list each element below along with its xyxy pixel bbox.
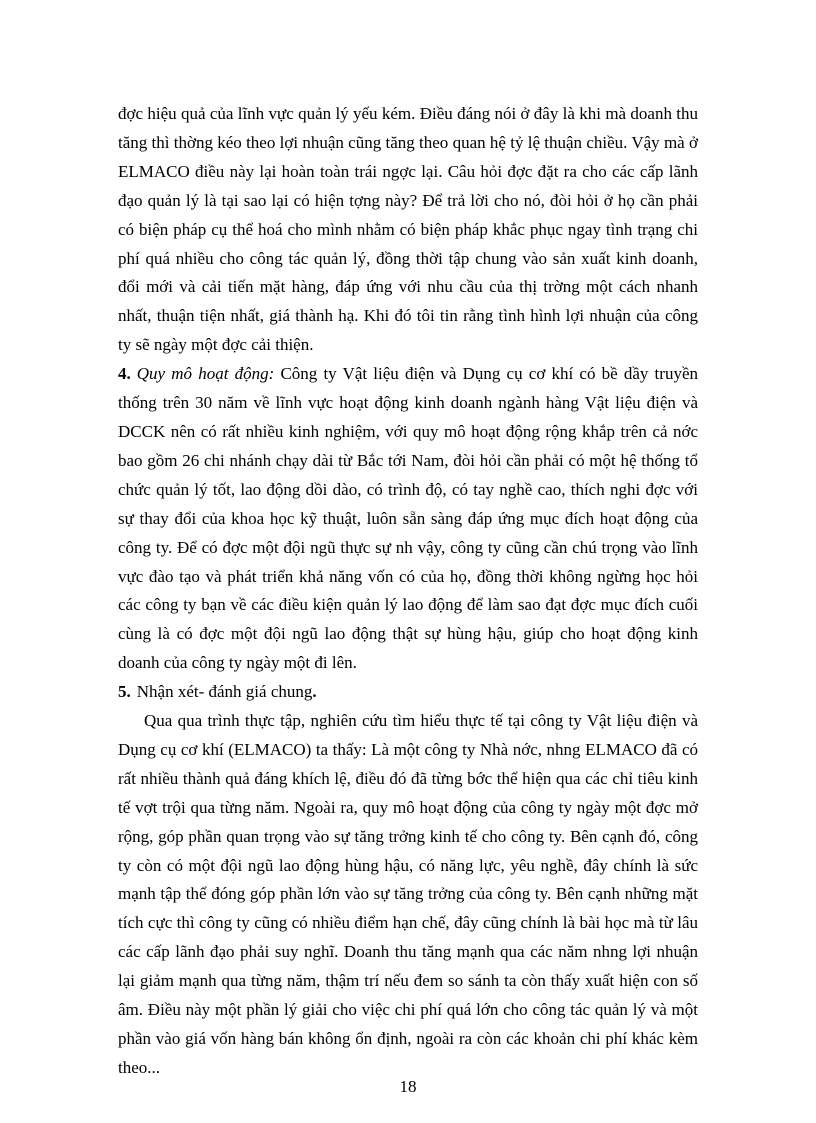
section-5-heading: Nhận xét- đánh giá chung. <box>136 682 317 702</box>
section-4-heading: Quy mô hoạt động: <box>136 364 275 384</box>
page-number: 18 <box>399 1077 417 1096</box>
section-4-number: 4. <box>118 364 131 384</box>
section-5 <box>118 678 698 707</box>
page-body <box>118 100 698 1083</box>
section-5-heading-period: . <box>312 682 317 702</box>
section-5-number: 5. <box>118 682 131 702</box>
section-4-text: Công ty Vật liệu điện và Dụng cụ cơ khí có bề dầy truyền thống trên 30 năm về lĩnh vực hoạt động kinh doanh ngành hàng Vật liệu điện và DCCK nên có rất nhiều kinh nghiệm, với quy mô hoạt động rộng khắp trên cả nớc bao gồm 26 chi nhánh chạy dài từ Bắc tới Nam, đòi hỏi cần phải có một hệ thống tổ chức quản lý tốt, lao động dồi dào, có trình độ, có tay nghề cao, thích nghi đợc với sự thay đổi của khoa học kỹ thuật, luôn sẵn sàng đáp ứng mục đích hoạt động của công ty. Để có đợc một đội ngũ thực sự nh vậy, công ty cũng cần chú trọng vào lĩnh vực đào tạo và phát triển khả năng vốn có của họ, đồng thời không ngừng học hỏi các công ty bạn về các điều kiện quản lý lao động để làm sao đạt đợc mục đích cuối cùng là có đợc một đội ngũ lao động thật sự hùng hậu, giúp cho hoạt động kinh doanh của công ty ngày một đi lên. <box>118 364 698 673</box>
section-5-paragraph: Qua qua trình thực tập, nghiên cứu tìm hiểu thực tế tại công ty Vật liệu điện và Dụng cụ cơ khí (ELMACO) ta thấy: Là một công ty Nhà nớc, nhng ELMACO đã có rất nhiều thành quả đáng khích lệ, điều đó đã từng bớc thể hiện qua các chỉ tiêu kinh tế vợt trội qua từng năm. Ngoài ra, quy mô hoạt động của công ty ngày một đợc mở rộng, góp phần quan trọng vào sự tăng trởng kinh tế cho công ty. Bên cạnh đó, công ty còn có một đội ngũ lao động hùng hậu, có năng lực, yêu nghề, đây chính là sức mạnh tập thể đóng góp phần lớn vào sự tăng trởng của công ty. Bên cạnh những mặt tích cực thì công ty cũng có nhiều điểm hạn chế, đây cũng chính là bài học mà từ lâu các cấp lãnh đạo phải suy nghĩ. Doanh thu tăng mạnh qua các năm nhng lợi nhuận lại giảm mạnh qua từng năm, thậm trí nếu đem so sánh ta còn thấy xuất hiện con số âm. Điều này một phần lý giải cho việc chi phí quá lớn cho công tác quản lý và một phần vào giá vốn hàng bán không ổn định, ngoài ra còn các khoản chi phí khác kèm theo... <box>118 711 698 1077</box>
paragraph-continued: đợc hiệu quả của lĩnh vực quản lý yếu kém. Điều đáng nói ở đây là khi mà doanh thu tăng thì thờng kéo theo lợi nhuận cũng tăng theo quan hệ tỷ lệ thuận chiều. Vậy mà ở ELMACO điều này lại hoàn toàn trái ngợc lại. Câu hỏi đợc đặt ra cho các cấp lãnh đạo quản lý là tại sao lại có hiện tợng này? Để trả lời cho nó, đòi hỏi ở họ cần phải có biện pháp cụ thể hoá cho mình nhằm có biện pháp khắc phục ngay tình trạng chi phí quá nhiều cho công tác quản lý, đồng thời tập chung vào sản xuất kinh doanh, đổi mới và cải tiến mặt hàng, đáp ứng với nhu cầu của thị trờng một cách nhanh nhất, thuận tiện nhất, giá thành hạ. Khi đó tôi tin rằng tình hình lợi nhuận của công ty sẽ ngày một đợc cải thiện. <box>118 104 698 355</box>
section-4 <box>118 360 698 678</box>
